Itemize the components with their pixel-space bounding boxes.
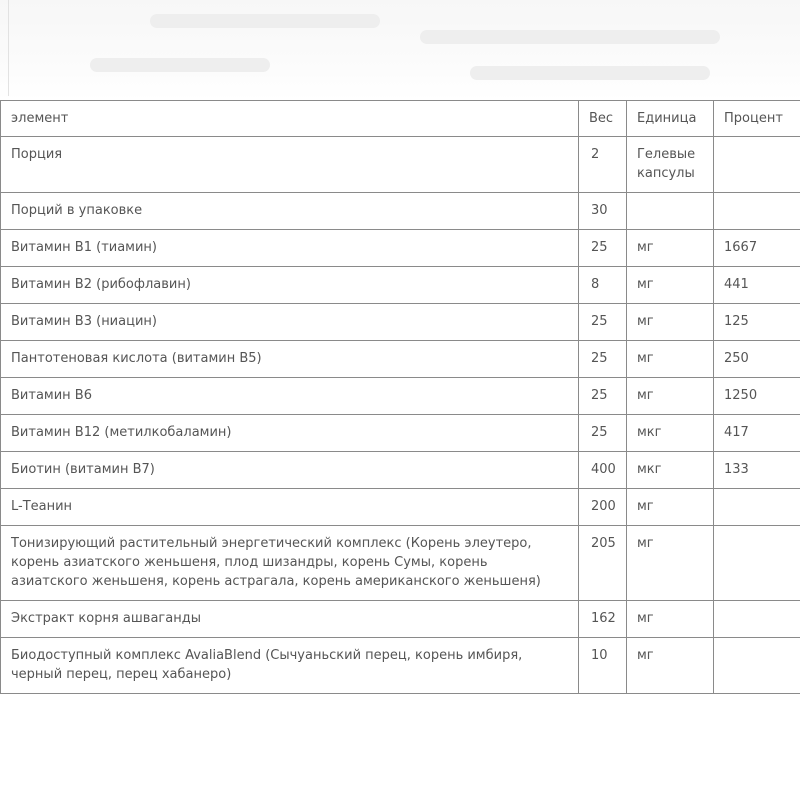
cell-percent — [714, 638, 800, 694]
cell-unit: мг — [627, 341, 714, 378]
faded-divider — [8, 0, 9, 96]
faded-text-block — [470, 66, 710, 80]
header-weight: Вес — [579, 101, 627, 137]
cell-weight: 25 — [579, 415, 627, 452]
cell-weight: 400 — [579, 452, 627, 489]
cell-unit: мг — [627, 267, 714, 304]
cell-percent — [714, 489, 800, 526]
cell-percent — [714, 601, 800, 638]
cell-unit — [627, 193, 714, 230]
cell-weight: 25 — [579, 341, 627, 378]
cell-element: Витамин B12 (метилкобаламин) — [1, 415, 579, 452]
cell-unit: мг — [627, 304, 714, 341]
cell-element: Витамин B1 (тиамин) — [1, 230, 579, 267]
cell-weight: 2 — [579, 137, 627, 193]
cell-percent: 417 — [714, 415, 800, 452]
faded-background-header — [0, 0, 800, 100]
table-row — [1, 230, 800, 267]
table-row — [1, 304, 800, 341]
cell-weight: 25 — [579, 230, 627, 267]
header-element: элемент — [1, 101, 579, 137]
cell-element: Порций в упаковке — [1, 193, 579, 230]
cell-weight: 25 — [579, 378, 627, 415]
cell-unit: Гелевые капсулы — [627, 137, 714, 193]
faded-text-block — [90, 58, 270, 72]
table-row — [1, 193, 800, 230]
cell-weight: 30 — [579, 193, 627, 230]
cell-unit: мкг — [627, 452, 714, 489]
cell-weight: 8 — [579, 267, 627, 304]
cell-element: Пантотеновая кислота (витамин B5) — [1, 341, 579, 378]
cell-unit: мг — [627, 378, 714, 415]
faded-text-block — [420, 30, 720, 44]
cell-percent: 1667 — [714, 230, 800, 267]
cell-element: Тонизирующий растительный энергетический комплекс (Корень элеутеро, корень азиатского женьшеня, плод шизандры, корень Сумы, корень азиатского женьшеня, корень астрагала, корень американского женьшеня) — [1, 526, 579, 601]
cell-weight: 25 — [579, 304, 627, 341]
nutrition-table — [0, 100, 800, 694]
cell-element: L-Теанин — [1, 489, 579, 526]
cell-element: Биодоступный комплекс AvaliaBlend (Сычуаньский перец, корень имбиря, черный перец, перец хабанеро) — [1, 638, 579, 694]
table-row — [1, 489, 800, 526]
cell-unit: мг — [627, 489, 714, 526]
cell-unit: мг — [627, 526, 714, 601]
cell-weight: 200 — [579, 489, 627, 526]
cell-element: Экстракт корня ашваганды — [1, 601, 579, 638]
cell-percent: 1250 — [714, 378, 800, 415]
cell-unit: мкг — [627, 415, 714, 452]
cell-unit: мг — [627, 601, 714, 638]
cell-weight: 205 — [579, 526, 627, 601]
cell-weight: 162 — [579, 601, 627, 638]
cell-percent — [714, 193, 800, 230]
cell-percent — [714, 137, 800, 193]
header-percent: Процент — [714, 101, 800, 137]
cell-unit: мг — [627, 638, 714, 694]
cell-percent: 441 — [714, 267, 800, 304]
cell-unit: мг — [627, 230, 714, 267]
cell-element: Биотин (витамин B7) — [1, 452, 579, 489]
table-row — [1, 452, 800, 489]
table-row — [1, 415, 800, 452]
table-row — [1, 137, 800, 193]
table-row — [1, 341, 800, 378]
cell-percent — [714, 526, 800, 601]
table-row — [1, 638, 800, 694]
cell-percent: 133 — [714, 452, 800, 489]
table-row — [1, 601, 800, 638]
table-row — [1, 267, 800, 304]
table-row — [1, 378, 800, 415]
table-row — [1, 526, 800, 601]
cell-weight: 10 — [579, 638, 627, 694]
cell-element: Витамин B3 (ниацин) — [1, 304, 579, 341]
table-header-row — [1, 101, 800, 137]
cell-element: Витамин B6 — [1, 378, 579, 415]
cell-element: Порция — [1, 137, 579, 193]
faded-text-block — [150, 14, 380, 28]
cell-percent: 125 — [714, 304, 800, 341]
cell-element: Витамин B2 (рибофлавин) — [1, 267, 579, 304]
header-unit: Единица — [627, 101, 714, 137]
cell-percent: 250 — [714, 341, 800, 378]
